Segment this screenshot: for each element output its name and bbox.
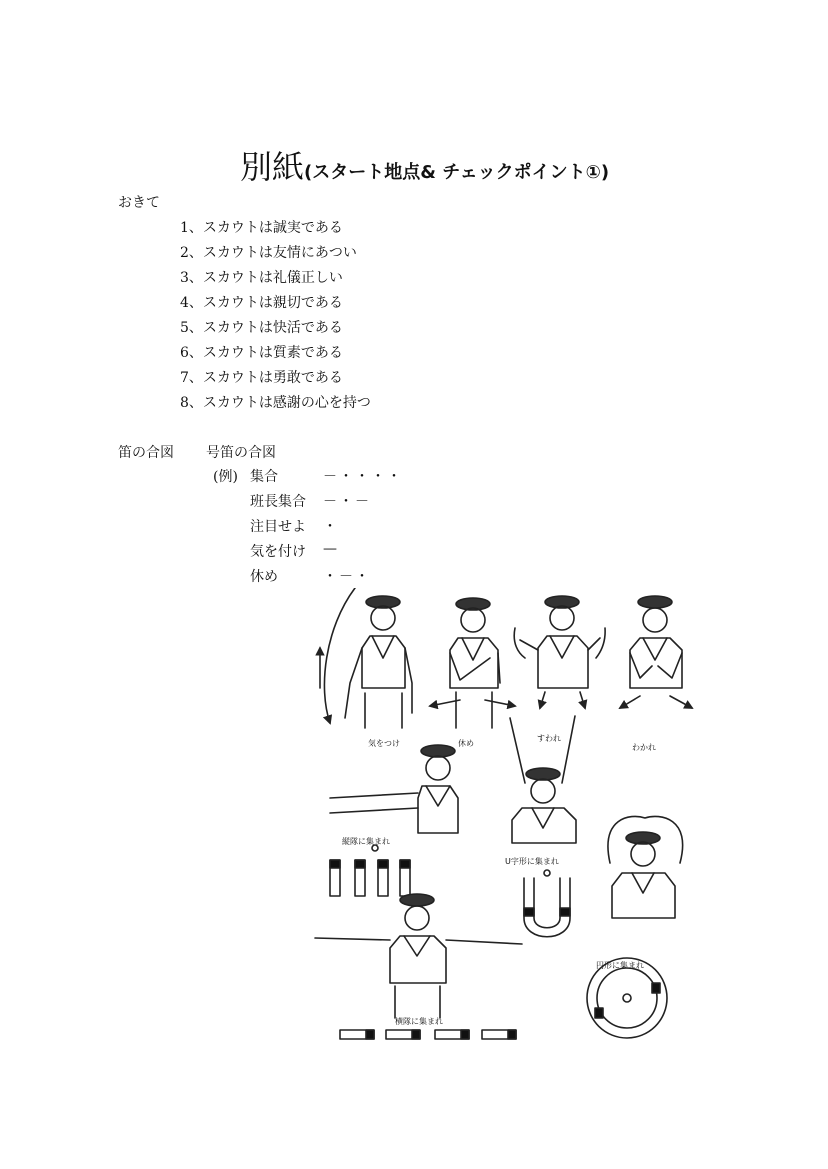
scout-figure-at-ease xyxy=(430,598,515,728)
signal-code: －・－ xyxy=(323,494,371,510)
okite-rule: 8、スカウトは感謝の心を持つ xyxy=(180,395,371,411)
signal-code: ・ xyxy=(323,519,339,535)
title-main: 別紙 xyxy=(240,148,305,186)
signal-name: 班長集合 xyxy=(250,494,306,510)
whistle-heading: 笛の合図 xyxy=(118,445,174,461)
page-title xyxy=(240,142,609,188)
signal-name: 気を付け xyxy=(250,544,306,560)
signal-code: — xyxy=(323,541,339,557)
caption-dismiss: わかれ xyxy=(632,743,656,752)
scout-figure-circle xyxy=(587,816,683,1038)
okite-rule: 5、スカウトは快活である xyxy=(180,320,343,336)
scout-figure-column xyxy=(330,745,458,896)
okite-rule: 6、スカウトは質素である xyxy=(180,345,343,361)
okite-rule: 4、スカウトは親切である xyxy=(180,295,343,311)
signal-name: 休め xyxy=(250,569,278,585)
caption-attention: 気をつけ xyxy=(368,739,400,748)
signal-name: 注目せよ xyxy=(250,519,306,535)
scout-figure-dismiss xyxy=(620,596,692,708)
scout-figure-sit xyxy=(514,596,605,708)
okite-heading: おきて xyxy=(118,195,160,211)
okite-rule: 3、スカウトは礼儀正しい xyxy=(180,270,343,286)
title-sub: (スタート地点& チェックポイント①) xyxy=(304,162,610,183)
caption-u-shape: U字形に集まれ xyxy=(505,857,559,866)
signal-name: 集合 xyxy=(250,469,278,485)
caption-line: 横隊に集まれ xyxy=(395,1017,443,1026)
scout-figure-u-shape xyxy=(510,716,576,937)
okite-rule: 1、スカウトは誠実である xyxy=(180,220,343,236)
signal-code: －・・・・ xyxy=(323,469,403,485)
caption-at-ease: 休め xyxy=(458,739,474,748)
okite-rule: 7、スカウトは勇敢である xyxy=(180,370,343,386)
okite-rule: 2、スカウトは友情にあつい xyxy=(180,245,357,261)
scout-figure-attention xyxy=(320,588,412,728)
whistle-subheading: 号笛の合図 xyxy=(206,445,276,461)
caption-circle: 円形に集まれ xyxy=(596,961,644,970)
signal-code: ・－・ xyxy=(323,569,371,585)
hand-signal-illustration xyxy=(300,588,700,1048)
caption-column: 縦隊に集まれ xyxy=(342,837,390,846)
example-prefix: (例) xyxy=(213,469,238,485)
caption-sit: すわれ xyxy=(537,734,561,743)
